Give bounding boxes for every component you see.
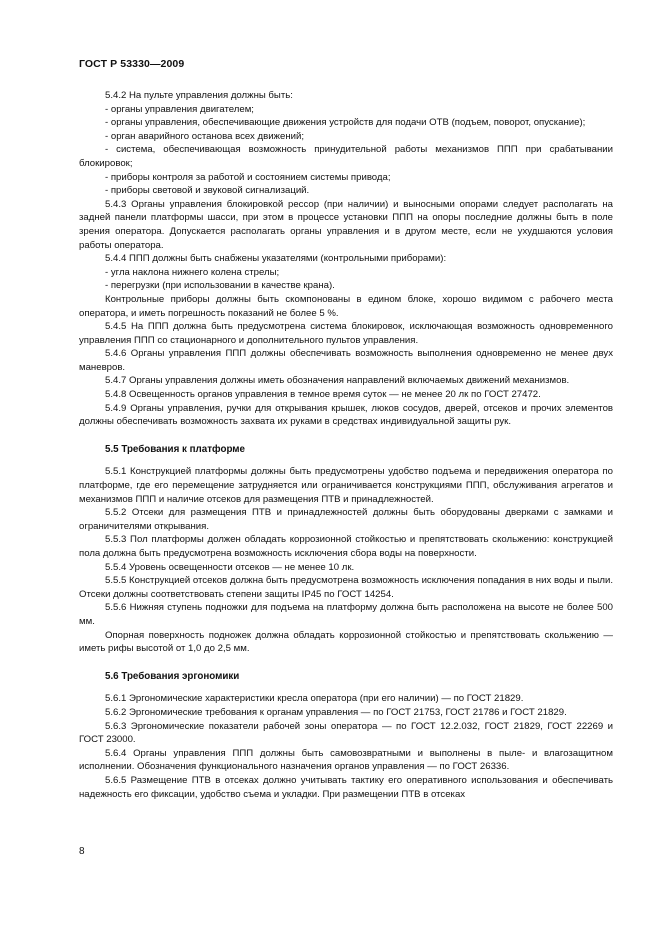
document-body (79, 89, 613, 801)
paragraph: 5.5.3 Пол платформы должен обладать коррозионной стойкостью и препятствовать скольжению: конструкцией пола должна быть предусмотрена возможность исключения сбора воды на поверхности. (79, 534, 613, 559)
list-item: - система, обеспечивающая возможность принудительной работы механизмов ППП при срабатывании блокировок; (79, 144, 613, 169)
paragraph: 5.4.4 ППП должны быть снабжены указателями (контрольными приборами): (105, 253, 447, 265)
page-number: 8 (79, 846, 85, 857)
paragraph: 5.5.5 Конструкцией отсеков должна быть предусмотрена возможность исключения попадания в них воды и пыли. Отсеки должны соответствовать степени защиты IP45 по ГОСТ 14254. (79, 575, 613, 600)
paragraph: 5.4.2 На пульте управления должны быть: (105, 90, 293, 101)
paragraph: 5.6.1 Эргономические характеристики кресла оператора (при его наличии) — по ГОСТ 21829. (105, 693, 524, 705)
list-item: - орган аварийного останова всех движений; (105, 130, 304, 142)
paragraph: 5.5.4 Уровень освещенности отсеков — не менее 10 лк. (105, 561, 355, 573)
list-item: - перегрузки (при использовании в качестве крана). (105, 280, 335, 292)
paragraph: 5.6.2 Эргономические требования к органам управления — по ГОСТ 21753, ГОСТ 21786 и ГОСТ 21829. (105, 706, 567, 718)
paragraph: 5.5.1 Конструкцией платформы должны быть предусмотрены удобство подъема и передвижения оператора по платформе, где его перемещение затрудняется или ограничивается конструкциями ППП, обслуживания агрегатов и механизмов ППП и наличие отсеков для размещения ПТВ и принадлежностей. (79, 466, 613, 505)
paragraph: Опорная поверхность подножек должна обладать коррозионной стойкостью и препятствовать скольжению — иметь рифы высотой от 1,0 до 2,5 мм. (79, 629, 613, 655)
paragraph: 5.4.8 Освещенность органов управления в темное время суток — не менее 20 лк по ГОСТ 27472. (105, 389, 541, 401)
list-item: - приборы световой и звуковой сигнализаций. (105, 185, 310, 197)
paragraph: 5.6.4 Органы управления ППП должны быть самовозвратными и выполнены в пыле- и влагозащитном исполнении. Обозначения функционального назначения органов управления — по ГОСТ 26336. (79, 747, 613, 773)
paragraph: 5.4.3 Органы управления блокировкой рессор (при наличии) и выносными опорами следует располагать на задней панели платформы шасси, при этом в процессе установки ППП на опоры последние должны быть в поле зрения оператора. Допускается располагать органы управления и в другом месте, если не ухудшаются условия работы оператора. (79, 198, 613, 251)
list-item: - угла наклона нижнего колена стрелы; (105, 266, 280, 278)
paragraph: 5.6.3 Эргономические показатели рабочей зоны оператора — по ГОСТ 12.2.032, ГОСТ 21829, ГОСТ 22269 и ГОСТ 23000. (79, 720, 613, 746)
paragraph: Контрольные приборы должны быть скомпонованы в едином блоке, хорошо видимом с рабочего места оператора, и иметь погрешность показаний не более 5 %. (79, 293, 613, 319)
section-heading: 5.5 Требования к платформе (105, 443, 246, 455)
paragraph: 5.6.5 Размещение ПТВ в отсеках должно учитывать тактику его оперативного использования и обеспечивать надежность его фиксации, удобство съема и укладки. При размещении ПТВ в отсеках (79, 774, 613, 800)
paragraph: 5.5.2 Отсеки для размещения ПТВ и принадлежностей должны быть оборудованы дверками с замками и ограничителями открывания. (79, 507, 613, 532)
paragraph: 5.4.9 Органы управления, ручки для открывания крышек, люков сосудов, дверей, отсеков и прочих элементов должны обеспечивать возможность захвата их руками в средствах индивидуальной защиты рук. (79, 402, 613, 428)
paragraph: 5.4.6 Органы управления ППП должны обеспечивать возможность выполнения одновременно не менее двух маневров. (79, 348, 613, 373)
paragraph: 5.4.7 Органы управления должны иметь обозначения направлений включаемых движений механизмов. (105, 375, 570, 387)
list-item: - приборы контроля за работой и состоянием системы привода; (105, 171, 391, 183)
paragraph: 5.4.5 На ППП должна быть предусмотрена система блокировок, исключающая возможность одновременного управления ППП со стационарного и дополнительного пультов управления. (79, 321, 613, 346)
section-heading: 5.6 Требования эргономики (105, 670, 240, 682)
document-header: ГОСТ Р 53330—2009 (79, 58, 185, 70)
list-item: - органы управления двигателем; (105, 103, 254, 115)
list-item: - органы управления, обеспечивающие движения устройств для подачи ОТВ (подъем, поворот, опускание); (105, 117, 586, 129)
paragraph: 5.5.6 Нижняя ступень подножки для подъема на платформу должна быть расположена на высоте не более 500 мм. (79, 602, 613, 627)
